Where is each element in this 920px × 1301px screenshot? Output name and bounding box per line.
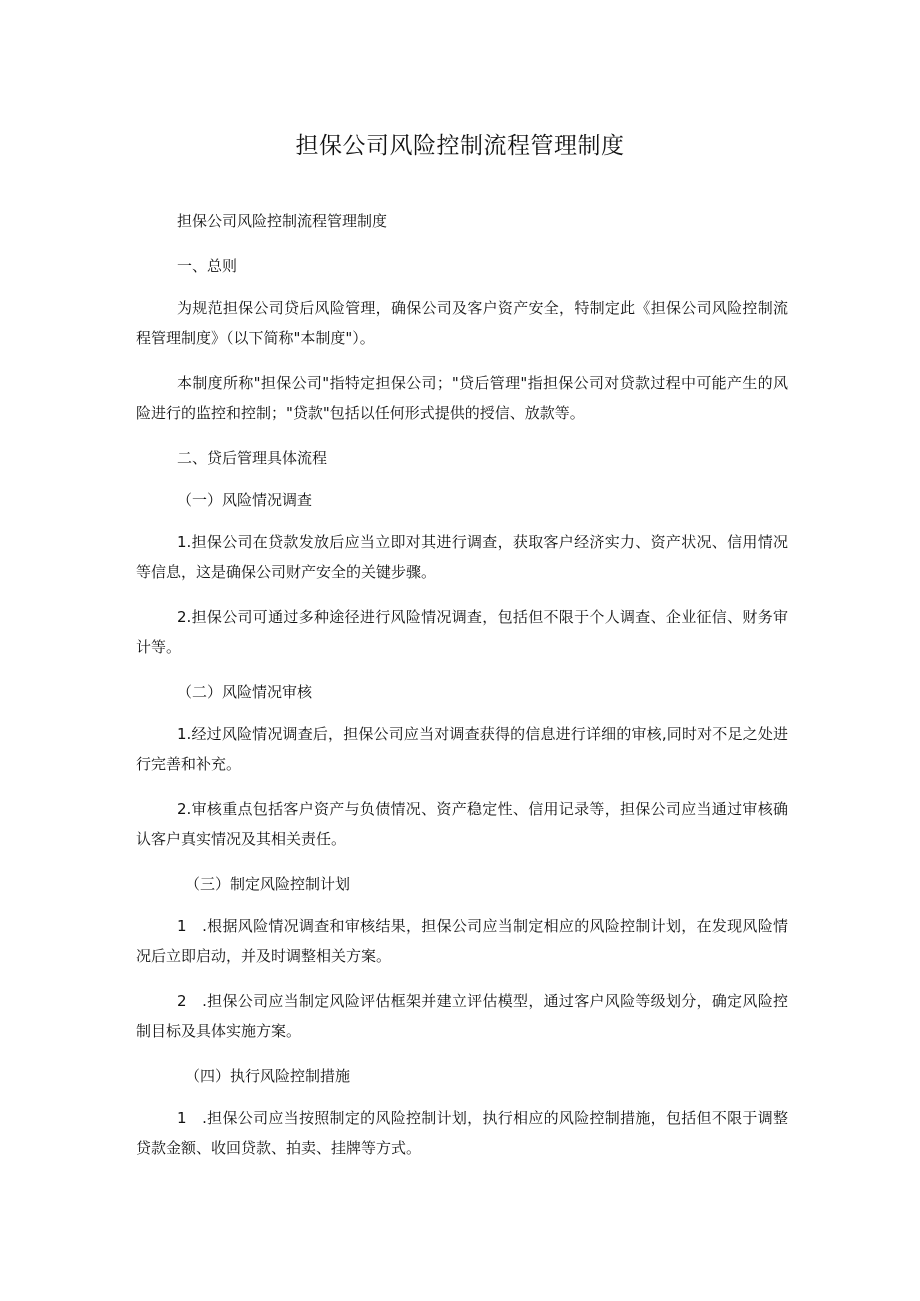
paragraph-purpose: 为规范担保公司贷后风险管理，确保公司及客户资产安全，特制定此《担保公司风险控制流程管理制度》（以下简称"本制度"）。 (136, 299, 788, 347)
subsection-heading-review: （二）风险情况审核 (177, 683, 313, 701)
paragraph-plan-2: 2 .担保公司应当制定风险评估框架并建立评估模型，通过客户风险等级划分，确定风险控制目标及具体实施方案。 (136, 992, 788, 1040)
paragraph-measures-1: 1 .担保公司应当按照制定的风险控制计划，执行相应的风险控制措施，包括但不限于调整贷款金额、收回贷款、拍卖、挂牌等方式。 (136, 1109, 788, 1157)
section-heading-process: 二、贷后管理具体流程 (177, 449, 328, 467)
paragraph-definitions: 本制度所称"担保公司"指特定担保公司；"贷后管理"指担保公司对贷款过程中可能产生的风险进行的监控和控制；"贷款"包括以任何形式提供的授信、放款等。 (136, 374, 788, 422)
section-heading-general: 一、总则 (177, 257, 238, 275)
paragraph-plan-1: 1 .根据风险情况调查和审核结果，担保公司应当制定相应的风险控制计划，在发现风险情况后立即启动，并及时调整相关方案。 (136, 917, 788, 965)
subsection-heading-measures: （四）执行风险控制措施 (185, 1067, 351, 1085)
paragraph-review-2: 2.审核重点包括客户资产与负债情况、资产稳定性、信用记录等，担保公司应当通过审核确认客户真实情况及其相关责任。 (136, 800, 788, 848)
subsection-heading-investigation: （一）风险情况调查 (177, 491, 313, 509)
subsection-heading-plan: （三）制定风险控制计划 (185, 875, 351, 893)
body-heading: 担保公司风险控制流程管理制度 (177, 212, 388, 230)
document-title: 担保公司风险控制流程管理制度 (295, 133, 625, 159)
document-body (136, 206, 788, 1178)
paragraph-investigation-2: 2.担保公司可通过多种途径进行风险情况调查，包括但不限于个人调查、企业征信、财务审计等。 (136, 608, 788, 656)
paragraph-review-1: 1.经过风险情况调查后，担保公司应当对调查获得的信息进行详细的审核,同时对不足之处进行完善和补充。 (136, 725, 788, 773)
paragraph-investigation-1: 1.担保公司在贷款发放后应当立即对其进行调查，获取客户经济实力、资产状况、信用情况等信息，这是确保公司财产安全的关键步骤。 (136, 533, 788, 581)
